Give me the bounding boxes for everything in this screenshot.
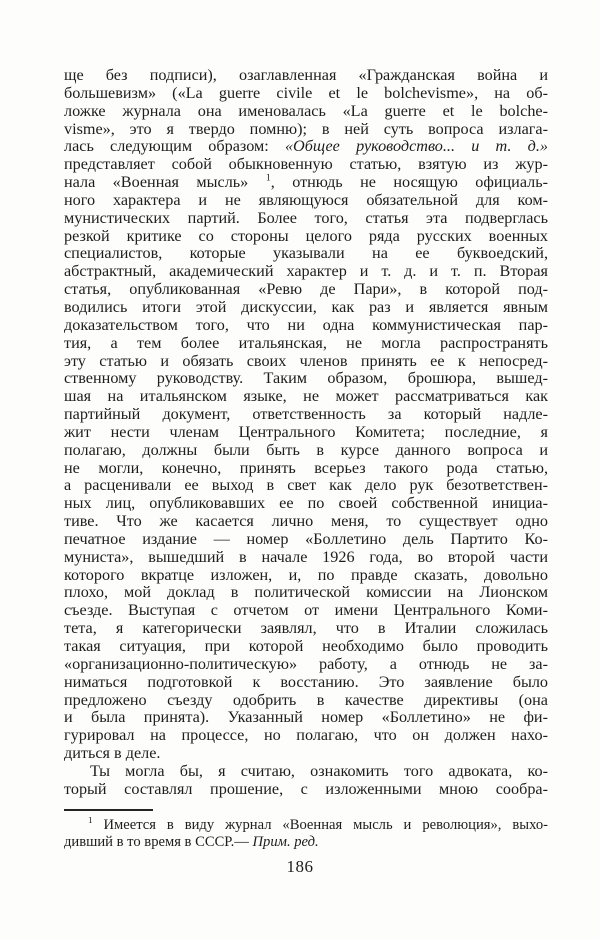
text-segment: печатное издание — номер «Боллетино дель Партито Ко- — [64, 530, 548, 548]
text-line — [64, 335, 548, 353]
text-segment: ных лиц, опубликовавших ее по своей собственной инициа- — [64, 495, 548, 513]
text-line — [64, 709, 548, 727]
text-line — [64, 549, 548, 567]
text-segment: партийный документ, ответственность за который надле- — [64, 406, 548, 424]
text-segment: статья, опубликованная «Ревю де Пари», в которой под- — [64, 281, 548, 299]
page-number: 186 — [286, 857, 314, 876]
text-line — [64, 174, 548, 192]
text-segment: visme», это я твердо помню); в ней суть вопроса излага- — [64, 120, 548, 138]
text-line — [64, 584, 548, 602]
text-segment: «организационно-политическую» работу, а отнюдь не за- — [64, 655, 548, 673]
text-line — [64, 424, 548, 442]
text-segment: плохо, мой доклад в политической комиссии на Лионском — [64, 584, 548, 602]
text-segment: большевизм» («La guerre civile et le bolchevisme», на об- — [64, 84, 548, 102]
text-line — [64, 620, 548, 638]
text-segment: Прим. ред. — [252, 833, 319, 850]
text-segment: съезде. Выступая с отчетом от имени Центрального Коми- — [64, 602, 548, 620]
text-segment: тия, а тем более итальянская, не могла распространять — [64, 334, 548, 352]
text-line — [64, 67, 548, 85]
text-line — [64, 638, 548, 656]
text-line — [64, 156, 548, 174]
text-line — [64, 210, 548, 228]
text-line — [64, 763, 548, 781]
text-segment: водились итоги этой дискуссии, как раз и является явным — [64, 298, 548, 316]
text-segment: которого вкратце изложен, и, по правде сказать, довольно — [64, 566, 548, 584]
text-line — [64, 674, 548, 692]
text-segment: , отнюдь не носящую официаль- — [270, 174, 548, 192]
text-segment: не могли, конечно, принять всерьез такого рода статью, — [64, 459, 548, 477]
text-line — [64, 477, 548, 495]
text-segment: Ты могла бы, я считаю, ознакомить того адвоката, ко- — [90, 762, 548, 780]
text-segment: нала «Военная мысль» — [64, 174, 266, 192]
text-line — [64, 781, 548, 799]
text-line — [64, 245, 548, 263]
text-line — [64, 442, 548, 460]
text-segment: диться в деле. — [64, 745, 161, 763]
text-segment: ще без подписи), озаглавленная «Гражданская война и — [64, 67, 548, 84]
text-segment: «Общее руководство... и т. д.» — [284, 138, 548, 156]
superscript: 1 — [88, 817, 93, 826]
text-segment: полагаю, должны были быть в курсе данного вопроса и — [64, 441, 548, 459]
text-segment: мунистических партий. Более того, статья эта подверглась — [64, 209, 548, 227]
text-line — [64, 745, 548, 763]
text-line — [64, 531, 548, 549]
text-segment: абстрактный, академический характер и т. д. и т. п. Вторая — [64, 263, 548, 281]
text-line — [64, 727, 548, 745]
text-segment: а расценивали ее выход в свет как дело рук безответствен- — [64, 477, 548, 495]
text-segment: специалистов, которые указывали на ее буквоедский, — [64, 245, 548, 263]
text-line — [64, 513, 548, 531]
text-segment: представляет собой обыкновенную статью, взятую из жур- — [64, 156, 548, 174]
text-line — [64, 370, 548, 388]
text-line — [64, 406, 548, 424]
text-segment: предложено съезду одобрить в качестве директивы (она — [64, 691, 548, 709]
text-line — [64, 192, 548, 210]
text-line — [64, 692, 548, 710]
text-line — [64, 228, 548, 246]
text-segment: дивший в то время в СССР.— — [64, 833, 253, 850]
text-line — [64, 121, 548, 139]
superscript: 1 — [265, 174, 271, 184]
text-segment: ложке журнала она именовалась «La guerre et le bolche- — [64, 102, 548, 120]
text-segment: гурировал на процессе, но полагаю, что он должен нахо- — [64, 727, 548, 745]
footnote-rule — [64, 809, 153, 811]
text-segment: и была принята). Указанный номер «Боллетино» не фи- — [64, 709, 548, 727]
text-line — [64, 317, 548, 335]
footnote — [64, 817, 548, 850]
text-segment: ственному руководству. Таким образом, брошюра, вышед- — [64, 370, 548, 388]
text-segment: Имеется в виду журнал «Военная мысль и революция», выхо- — [92, 817, 548, 833]
body-text — [64, 67, 548, 799]
text-segment: торый составлял прошение, с изложенными мною сообра- — [64, 780, 548, 798]
text-line — [64, 460, 548, 478]
footnote-line — [64, 834, 548, 851]
text-line — [64, 567, 548, 585]
text-segment: муниста», вышедший в начале 1926 года, во второй части — [64, 548, 548, 566]
text-segment: лась следующим образом: — [64, 138, 285, 156]
text-segment: эту статью и обязать своих членов принять ее к непосред- — [64, 352, 548, 370]
text-segment: доказательством того, что ни одна коммунистическая пар- — [64, 316, 548, 334]
footnote-line — [64, 817, 548, 834]
text-segment: такая ситуация, при которой необходимо было проводить — [64, 638, 548, 655]
text-line — [64, 85, 548, 103]
text-line — [64, 495, 548, 513]
text-segment: тета, я категорически заявлял, что в Италии сложилась — [64, 620, 548, 638]
text-line — [64, 299, 548, 317]
text-segment: ниматься подготовкой к восстанию. Это заявление было — [64, 673, 548, 691]
text-line — [64, 353, 548, 371]
text-line — [64, 281, 548, 299]
text-line — [64, 388, 548, 406]
text-segment: жит нести членам Центрального Комитета; последние, я — [64, 423, 548, 441]
text-line — [64, 103, 548, 121]
text-line — [64, 263, 548, 281]
text-segment: шая на итальянском языке, не может рассматриваться как — [64, 388, 548, 406]
text-segment: ного характера и не являющуюся обязательной для ком- — [64, 191, 548, 209]
text-line — [64, 138, 548, 156]
text-segment: тиве. Что же касается лично меня, то существует одно — [64, 513, 548, 531]
text-line — [64, 602, 548, 620]
text-line — [64, 656, 548, 674]
text-segment: резкой критике со стороны целого ряда русских военных — [64, 227, 548, 245]
